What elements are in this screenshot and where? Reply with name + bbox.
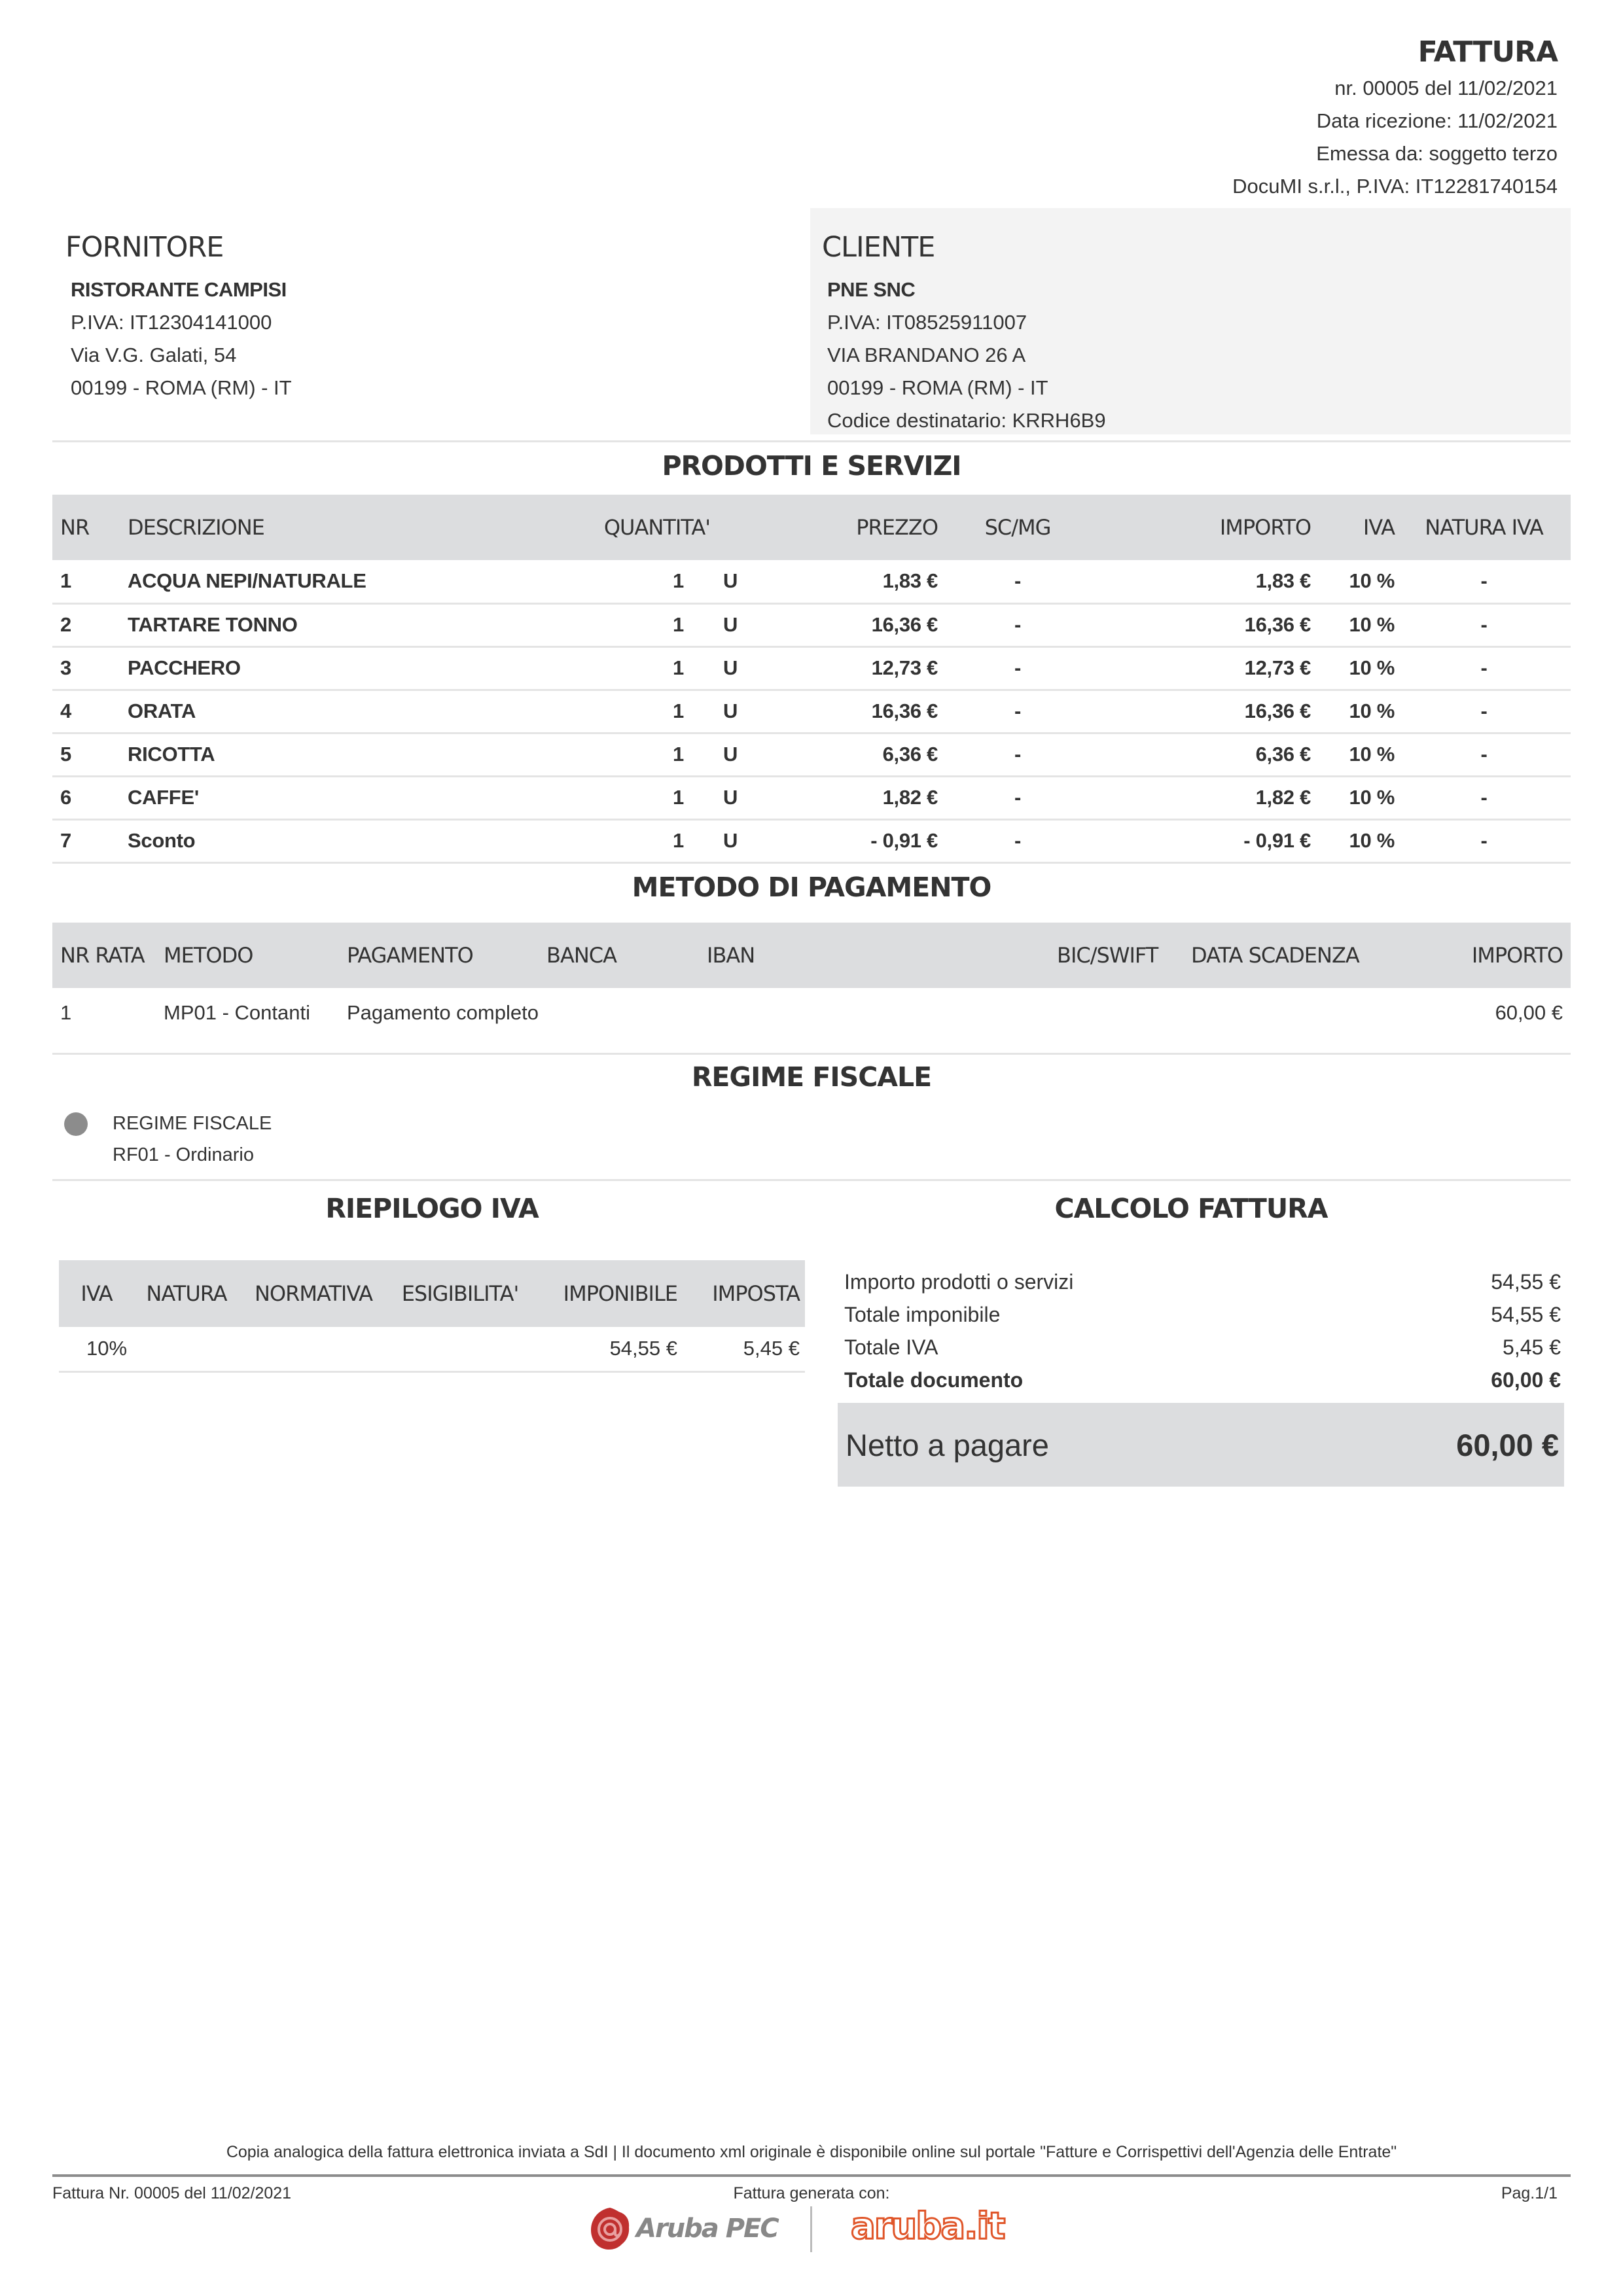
col-tax: IMPOSTA — [683, 1260, 805, 1327]
row-nr: 5 — [52, 733, 128, 776]
row-vat: 10 % — [1319, 776, 1397, 819]
calc-value: 5,45 € — [1503, 1335, 1561, 1359]
col-description: DESCRIZIONE — [128, 495, 546, 560]
row-nr: 6 — [52, 776, 128, 819]
row-nr: 3 — [52, 646, 128, 690]
row-discount: - — [946, 733, 1090, 776]
col-regulation: NORMATIVA — [239, 1260, 388, 1327]
row-unit: U — [710, 646, 802, 690]
product-row — [52, 819, 1571, 862]
divider — [52, 1179, 1571, 1181]
regime-label: REGIME FISCALE — [113, 1113, 272, 1134]
installment-nr: 1 — [52, 988, 164, 1053]
supplier-city: 00199 - ROMA (RM) - IT — [71, 376, 292, 399]
col-quantity: QUANTITA' — [546, 495, 710, 560]
customer-title: CLIENTE — [822, 231, 935, 264]
product-row — [52, 603, 1571, 646]
row-price: 6,36 € — [802, 733, 946, 776]
calc-row-taxable — [844, 1298, 1561, 1331]
row-amount: - 0,91 € — [1090, 819, 1319, 862]
row-quantity: 1 — [546, 776, 710, 819]
issuer: DocuMI s.r.l., P.IVA: IT12281740154 — [1232, 175, 1558, 198]
row-vat: 10 % — [1319, 560, 1397, 603]
pec-logo-text: Aruba PEC — [636, 2214, 778, 2244]
row-description: RICOTTA — [128, 733, 546, 776]
customer-city: 00199 - ROMA (RM) - IT — [827, 376, 1048, 399]
calc-value: 54,55 € — [1491, 1303, 1561, 1326]
received-date: Data ricezione: 11/02/2021 — [1316, 109, 1558, 132]
products-table — [52, 495, 1571, 864]
row-amount: 16,36 € — [1090, 690, 1319, 733]
row-vat-nature: - — [1397, 560, 1571, 603]
row-nr: 7 — [52, 819, 128, 862]
net-payable-box — [838, 1403, 1564, 1487]
row-description: Sconto — [128, 819, 546, 862]
calculation-title: CALCOLO FATTURA — [1054, 1193, 1328, 1224]
regime-title: REGIME FISCALE — [691, 1061, 932, 1093]
col-bic: BIC/SWIFT — [1057, 923, 1191, 988]
issued-by: Emessa da: soggetto terzo — [1316, 142, 1558, 165]
row-unit: U — [710, 603, 802, 646]
row-quantity: 1 — [546, 690, 710, 733]
customer-name: PNE SNC — [827, 278, 916, 301]
row-price: 1,83 € — [802, 560, 946, 603]
vat-summary-table — [59, 1260, 805, 1373]
vat-chargeability — [388, 1327, 532, 1371]
row-vat-nature: - — [1397, 776, 1571, 819]
customer-recipient-code: Codice destinatario: KRRH6B9 — [827, 409, 1106, 432]
row-amount: 1,83 € — [1090, 560, 1319, 603]
supplier-vat: P.IVA: IT12304141000 — [71, 311, 272, 334]
vat-summary-title: RIEPILOGO IVA — [325, 1193, 539, 1224]
customer-vat: P.IVA: IT08525911007 — [827, 311, 1027, 334]
row-description: TARTARE TONNO — [128, 603, 546, 646]
row-vat-nature: - — [1397, 690, 1571, 733]
col-installment: NR RATA — [52, 923, 164, 988]
due-date — [1191, 988, 1381, 1053]
payment-type: Pagamento completo — [347, 988, 546, 1053]
vat-nature — [134, 1327, 239, 1371]
col-iban: IBAN — [707, 923, 1057, 988]
product-row — [52, 776, 1571, 819]
row-description: PACCHERO — [128, 646, 546, 690]
row-discount: - — [946, 776, 1090, 819]
row-quantity: 1 — [546, 819, 710, 862]
bullet-icon — [64, 1112, 88, 1136]
products-title: PRODOTTI E SERVIZI — [662, 450, 961, 482]
row-unit: U — [710, 776, 802, 819]
row-vat-nature: - — [1397, 733, 1571, 776]
supplier-block — [54, 208, 800, 434]
row-vat: 10 % — [1319, 646, 1397, 690]
calculation-rows — [844, 1265, 1561, 1396]
vat-summary-header-row — [59, 1260, 805, 1327]
row-amount: 16,36 € — [1090, 603, 1319, 646]
row-unit: U — [710, 733, 802, 776]
col-discount: SC/MG — [946, 495, 1090, 560]
calc-row-total — [844, 1364, 1561, 1396]
product-row — [52, 560, 1571, 603]
footer-note: Copia analogica della fattura elettronica inviata a SdI | Il documento xml originale è disponibile online sul portale "Fatture e Corrispettivi dell'Agenzia delle Entrate" — [226, 2143, 1397, 2161]
products-header-row — [52, 495, 1571, 560]
supplier-address: Via V.G. Galati, 54 — [71, 344, 237, 366]
col-vat: IVA — [1319, 495, 1397, 560]
col-vat: IVA — [59, 1260, 134, 1327]
row-amount: 12,73 € — [1090, 646, 1319, 690]
product-row — [52, 690, 1571, 733]
iban — [707, 988, 1057, 1053]
col-due-date: DATA SCADENZA — [1191, 923, 1381, 988]
row-nr: 4 — [52, 690, 128, 733]
supplier-name: RISTORANTE CAMPISI — [71, 278, 287, 301]
col-nr: NR — [52, 495, 128, 560]
bank — [546, 988, 707, 1053]
row-price: 1,82 € — [802, 776, 946, 819]
calc-label: Totale imponibile — [844, 1303, 1001, 1326]
payment-header-row — [52, 923, 1571, 988]
vat-tax: 5,45 € — [683, 1327, 805, 1371]
col-vat-nature: NATURA IVA — [1397, 495, 1571, 560]
footer-page-number: Pag.1/1 — [1501, 2184, 1558, 2202]
row-unit: U — [710, 819, 802, 862]
row-quantity: 1 — [546, 560, 710, 603]
vat-summary-row — [59, 1327, 805, 1371]
row-nr: 1 — [52, 560, 128, 603]
vat-regulation — [239, 1327, 388, 1371]
row-vat-nature: - — [1397, 603, 1571, 646]
row-price: - 0,91 € — [802, 819, 946, 862]
row-discount: - — [946, 646, 1090, 690]
col-taxable: IMPONIBILE — [532, 1260, 683, 1327]
col-payment: PAGAMENTO — [347, 923, 546, 988]
calc-value: 60,00 € — [1491, 1368, 1561, 1392]
calc-label: Importo prodotti o servizi — [844, 1270, 1074, 1294]
calc-row-products — [844, 1265, 1561, 1298]
row-amount: 1,82 € — [1090, 776, 1319, 819]
aruba-pec-logo — [589, 2206, 778, 2251]
footer-generated-with: Fattura generata con: — [733, 2184, 890, 2202]
regime-value: RF01 - Ordinario — [113, 1144, 254, 1165]
customer-address: VIA BRANDANO 26 A — [827, 344, 1026, 366]
row-vat: 10 % — [1319, 819, 1397, 862]
row-vat: 10 % — [1319, 733, 1397, 776]
col-bank: BANCA — [546, 923, 707, 988]
supplier-title: FORNITORE — [65, 231, 224, 264]
col-method: METODO — [164, 923, 347, 988]
row-quantity: 1 — [546, 603, 710, 646]
col-amount: IMPORTO — [1090, 495, 1319, 560]
row-price: 12,73 € — [802, 646, 946, 690]
net-payable-label: Netto a pagare — [846, 1427, 1049, 1462]
col-unit — [710, 495, 802, 560]
row-description: ACQUA NEPI/NATURALE — [128, 560, 546, 603]
row-price: 16,36 € — [802, 690, 946, 733]
row-vat: 10 % — [1319, 603, 1397, 646]
payment-amount: 60,00 € — [1381, 988, 1571, 1053]
payment-row — [52, 988, 1571, 1053]
pec-seal-icon — [589, 2206, 631, 2251]
calc-label: Totale documento — [844, 1368, 1024, 1392]
logo-divider — [810, 2206, 812, 2252]
row-nr: 2 — [52, 603, 128, 646]
document-header — [1232, 33, 1558, 203]
calc-value: 54,55 € — [1491, 1270, 1561, 1294]
row-quantity: 1 — [546, 733, 710, 776]
row-vat-nature: - — [1397, 819, 1571, 862]
row-unit: U — [710, 690, 802, 733]
row-vat: 10 % — [1319, 690, 1397, 733]
row-vat-nature: - — [1397, 646, 1571, 690]
bic — [1057, 988, 1191, 1053]
row-quantity: 1 — [546, 646, 710, 690]
col-amount: IMPORTO — [1381, 923, 1571, 988]
row-description: ORATA — [128, 690, 546, 733]
product-row — [52, 733, 1571, 776]
product-row — [52, 646, 1571, 690]
payment-table — [52, 923, 1571, 1055]
row-discount: - — [946, 690, 1090, 733]
document-title: FATTURA — [1418, 35, 1558, 69]
row-discount: - — [946, 603, 1090, 646]
vat-taxable: 54,55 € — [532, 1327, 683, 1371]
col-chargeability: ESIGIBILITA' — [388, 1260, 532, 1327]
customer-block — [810, 208, 1571, 434]
col-nature: NATURA — [134, 1260, 239, 1327]
divider — [52, 440, 1571, 442]
row-price: 16,36 € — [802, 603, 946, 646]
row-unit: U — [710, 560, 802, 603]
row-amount: 6,36 € — [1090, 733, 1319, 776]
payment-method: MP01 - Contanti — [164, 988, 347, 1053]
aruba-it-logo: aruba.it — [851, 2205, 1005, 2248]
calc-row-vat — [844, 1331, 1561, 1364]
payment-title: METODO DI PAGAMENTO — [632, 872, 991, 903]
calc-label: Totale IVA — [844, 1335, 938, 1359]
invoice-number: nr. 00005 del 11/02/2021 — [1334, 77, 1558, 99]
row-discount: - — [946, 819, 1090, 862]
net-payable-value: 60,00 € — [1456, 1427, 1559, 1462]
col-price: PREZZO — [802, 495, 946, 560]
row-description: CAFFE' — [128, 776, 546, 819]
footer-divider — [52, 2174, 1571, 2177]
vat-rate: 10% — [59, 1327, 134, 1371]
footer-invoice-ref: Fattura Nr. 00005 del 11/02/2021 — [52, 2184, 292, 2202]
row-discount: - — [946, 560, 1090, 603]
